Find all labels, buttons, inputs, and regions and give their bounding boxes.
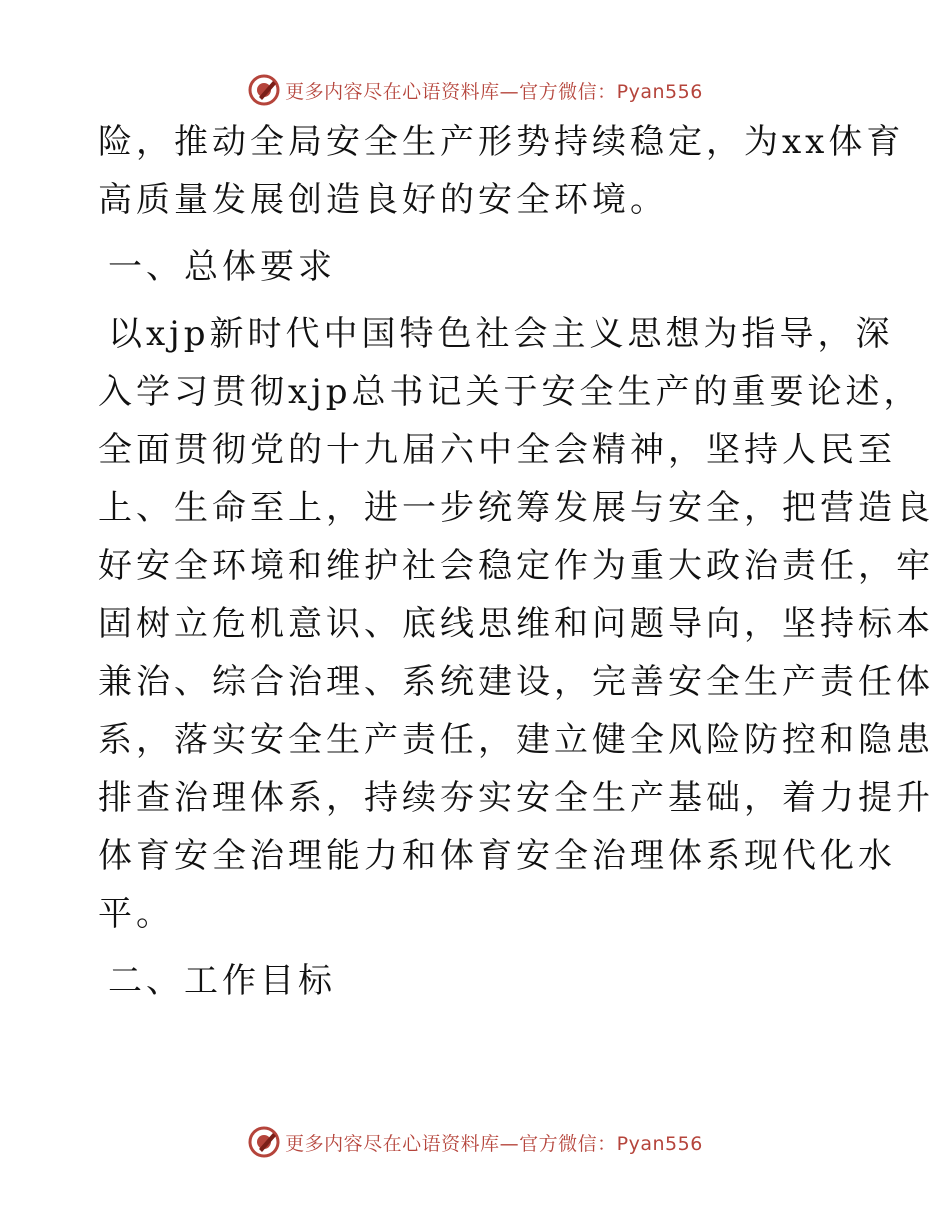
- paragraph-line: 全面贯彻党的十九届六中全会精神，坚持人民至: [98, 430, 896, 470]
- paragraph-line: 兼治、综合治理、系统建设，完善安全生产责任体: [98, 662, 934, 702]
- pen-logo-icon: [247, 73, 281, 107]
- paragraph-line: 上、生命至上，进一步统筹发展与安全，把营造良: [98, 488, 934, 528]
- footer-watermark: [0, 1122, 950, 1162]
- body-line: 高质量发展创造良好的安全环境。: [98, 180, 668, 220]
- section-heading-2: 二、工作目标: [108, 961, 336, 1001]
- section-heading-1: 一、总体要求: [108, 247, 336, 287]
- watermark-text: 更多内容尽在心语资料库—官方微信：Pyan556: [285, 1132, 703, 1155]
- paragraph-line: 以xjp新时代中国特色社会主义思想为指导，深: [108, 314, 894, 354]
- paragraph-line: 体育安全治理能力和体育安全治理体系现代化水: [98, 836, 896, 876]
- paragraph-line: 系，落实安全生产责任，建立健全风险防控和隐患: [98, 720, 934, 760]
- header-watermark: [0, 70, 950, 110]
- document-body: [98, 122, 934, 1019]
- watermark-text: 更多内容尽在心语资料库—官方微信：Pyan556: [285, 80, 703, 103]
- paragraph-line: 入学习贯彻xjp总书记关于安全生产的重要论述，: [98, 372, 922, 412]
- body-line: 险，推动全局安全生产形势持续稳定，为xx体育: [98, 122, 905, 162]
- paragraph-line: 固树立危机意识、底线思维和问题导向，坚持标本: [98, 604, 934, 644]
- paragraph-line: 好安全环境和维护社会稳定作为重大政治责任，牢: [98, 546, 934, 586]
- paragraph-line: 排查治理体系，持续夯实安全生产基础，着力提升: [98, 778, 934, 818]
- pen-logo-icon: [247, 1125, 281, 1159]
- paragraph-line: 平。: [98, 894, 174, 934]
